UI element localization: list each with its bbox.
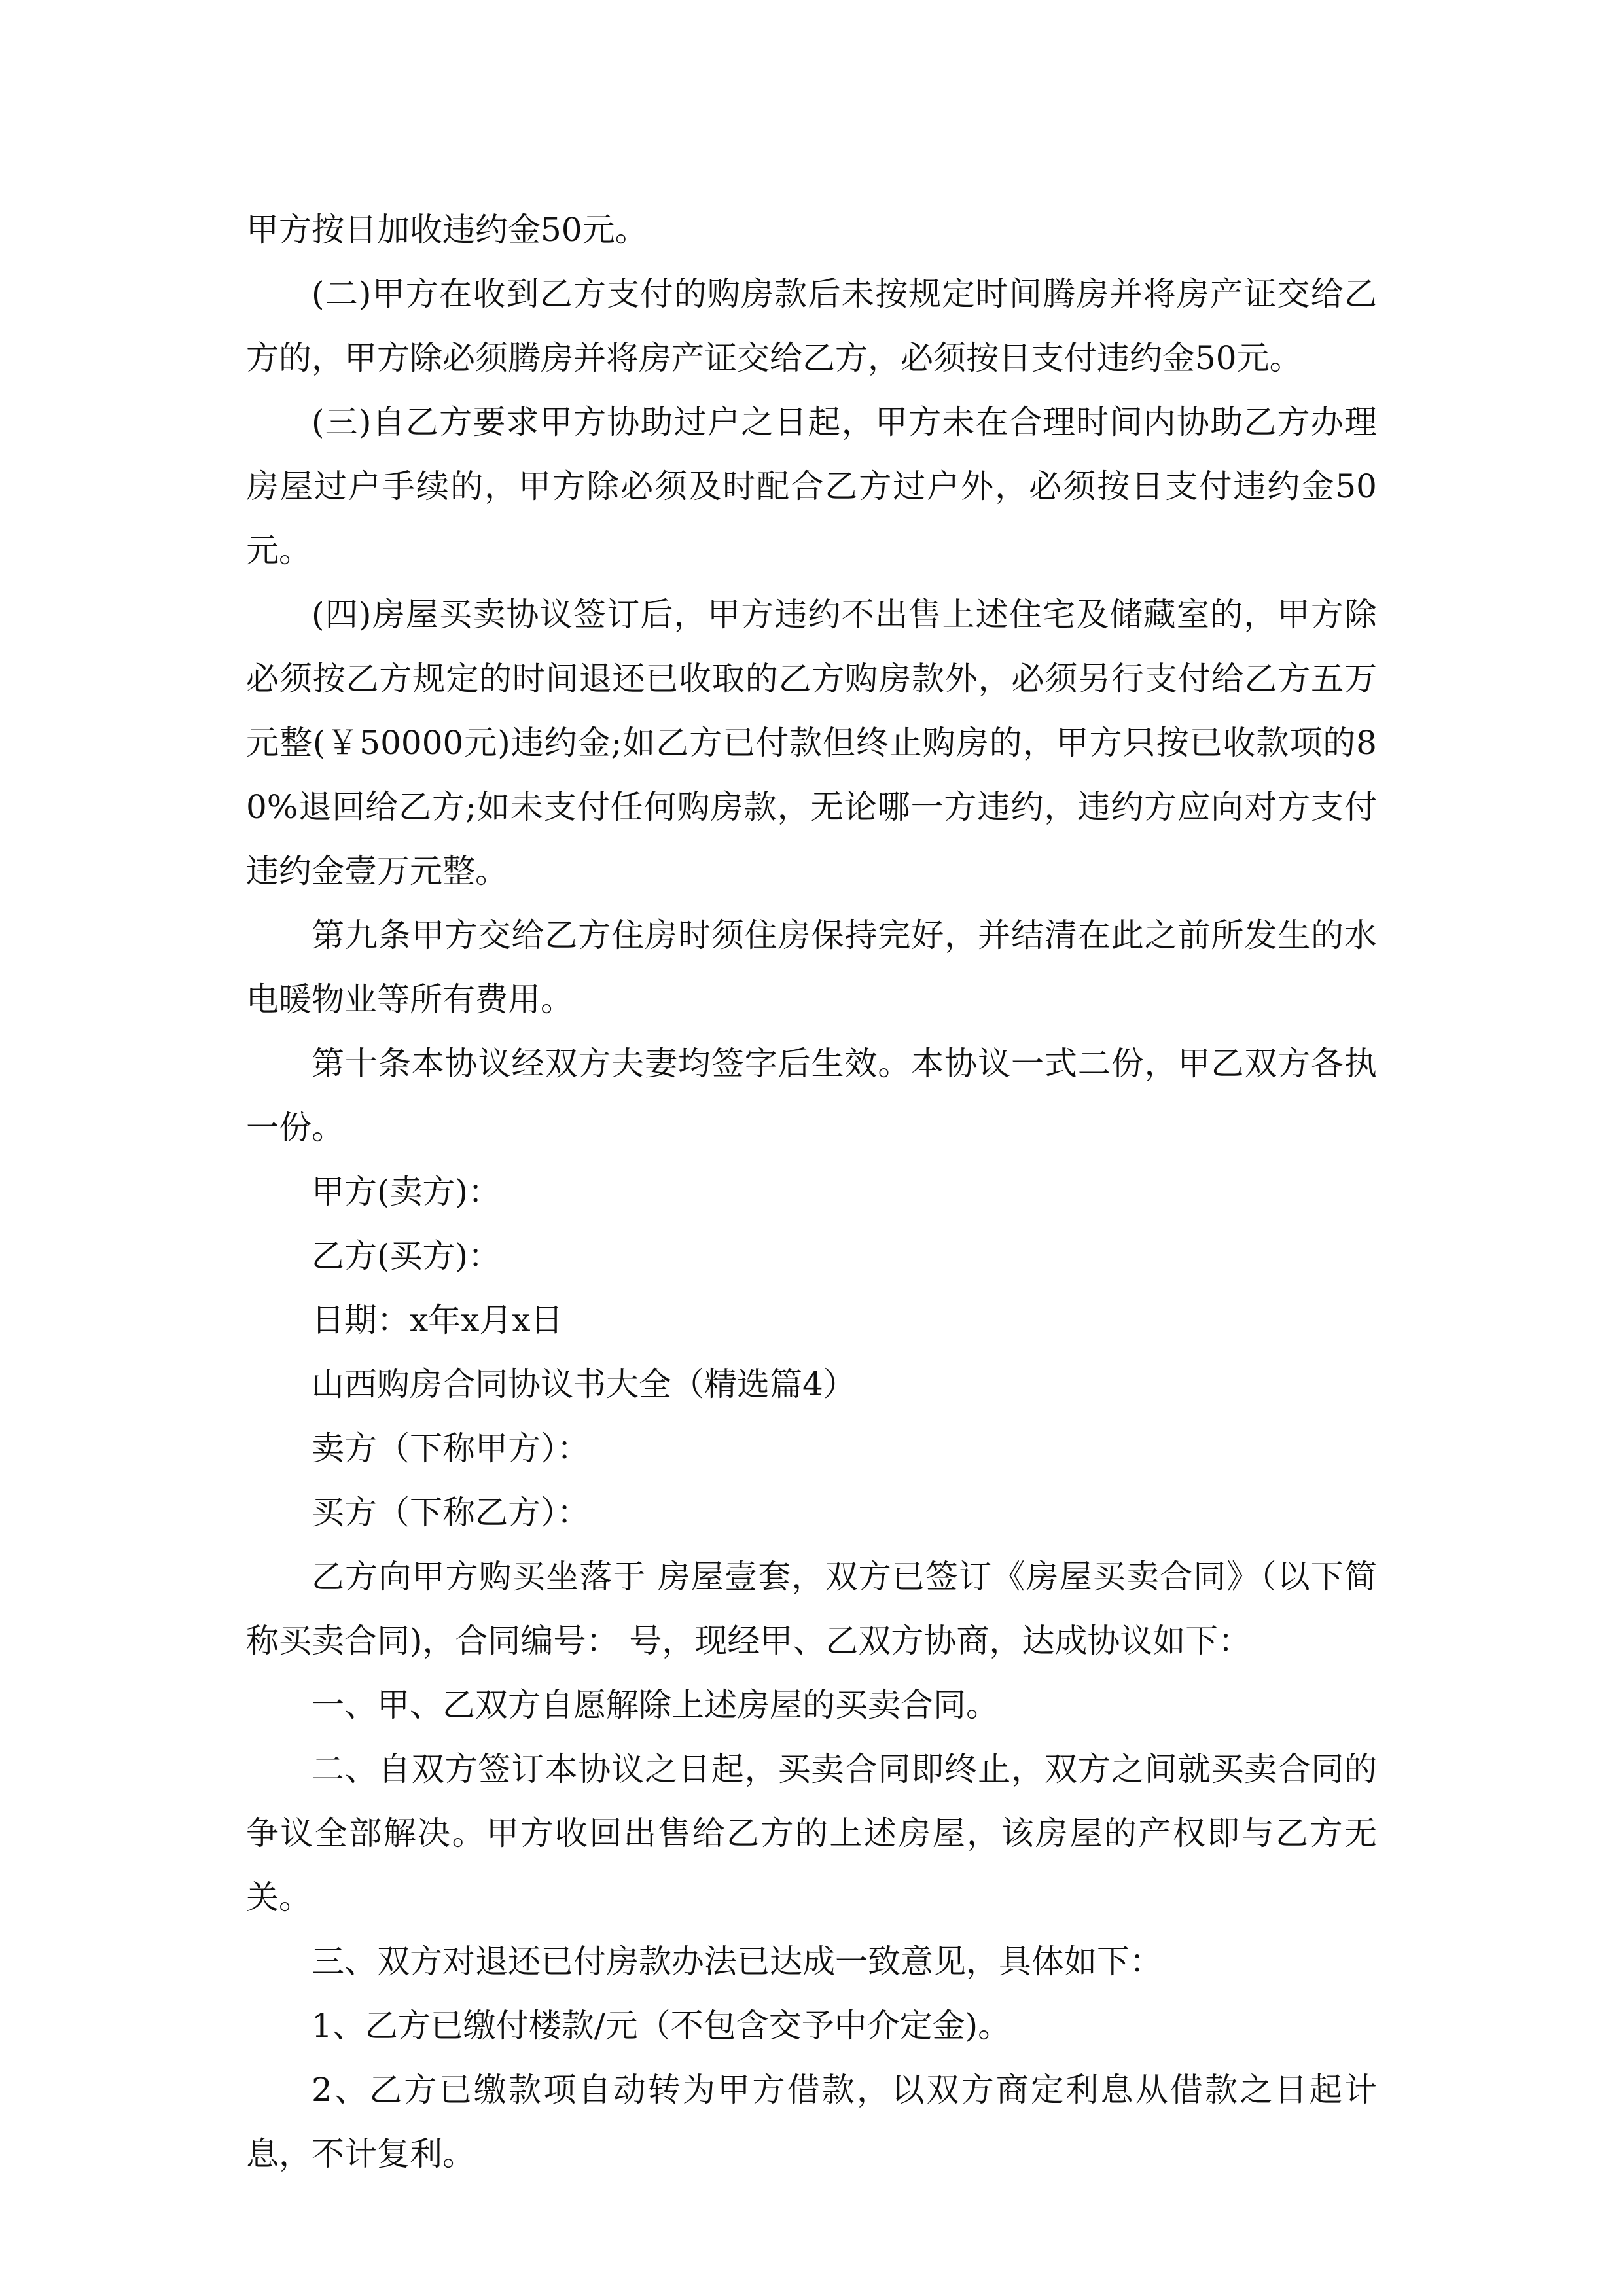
paragraph-item-2: 二、自双方签订本协议之日起，买卖合同即终止，双方之间就买卖合同的争议全部解决。甲方收回出售给乙方的上述房屋，该房屋的产权即与乙方无关。 <box>246 1750 1377 1916</box>
paragraph-item-3: 三、双方对退还已付房款办法已达成一致意见，具体如下： <box>312 1943 1162 1981</box>
paragraph-item-1: 一、甲、乙双方自愿解除上述房屋的买卖合同。 <box>312 1686 999 1724</box>
paragraph-article-9: 第九条甲方交给乙方住房时须住房保持完好，并结清在此之前所发生的水电暖物业等所有费用。 <box>246 916 1377 1018</box>
signature-party-b: 乙方(买方)： <box>312 1237 501 1275</box>
document-body <box>246 198 1377 2186</box>
paragraph-clause-2: (二)甲方在收到乙方支付的购房款后未按规定时间腾房并将房产证交给乙方的，甲方除必须腾房并将房产证交给乙方，必须按日支付违约金50元。 <box>246 275 1377 377</box>
section-title: 山西购房合同协议书大全（精选篇4） <box>312 1365 856 1403</box>
paragraph-clause-3: (三)自乙方要求甲方协助过户之日起，甲方未在合理时间内协助乙方办理房屋过户手续的，甲方除必须及时配合乙方过户外，必须按日支付违约金50元。 <box>246 403 1377 569</box>
signature-date: 日期：x年x月x日 <box>312 1301 563 1339</box>
signature-party-a: 甲方(卖方)： <box>312 1173 501 1211</box>
paragraph-subitem-2: 2、乙方已缴款项自动转为甲方借款，以双方商定利息从借款之日起计息，不计复利。 <box>246 2071 1377 2173</box>
buyer-line: 买方（下称乙方）： <box>312 1494 590 1532</box>
paragraph-preamble: 乙方向甲方购买坐落于 房屋壹套，双方已签订《房屋买卖合同》（以下简称买卖合同)，合同编号： 号，现经甲、乙双方协商，达成协议如下： <box>246 1558 1377 1660</box>
paragraph-continuation: 甲方按日加收违约金50元。 <box>246 211 648 249</box>
seller-line: 卖方（下称甲方）： <box>312 1429 590 1467</box>
paragraph-subitem-1: 1、乙方已缴付楼款/元（不包含交予中介定金)。 <box>312 2007 1011 2045</box>
paragraph-article-10: 第十条本协议经双方夫妻均签字后生效。本协议一式二份，甲乙双方各执一份。 <box>246 1045 1377 1147</box>
paragraph-clause-4: (四)房屋买卖协议签订后，甲方违约不出售上述住宅及储藏室的，甲方除必须按乙方规定的时间退还已收取的乙方购房款外，必须另行支付给乙方五万元整(￥50000元)违约金;如乙方已付款但终止购房的，甲方只按已收款项的80%退回给乙方;如未支付任何购房款，无论哪一方违约，违约方应向对方支付违约金壹万元整。 <box>246 596 1377 890</box>
